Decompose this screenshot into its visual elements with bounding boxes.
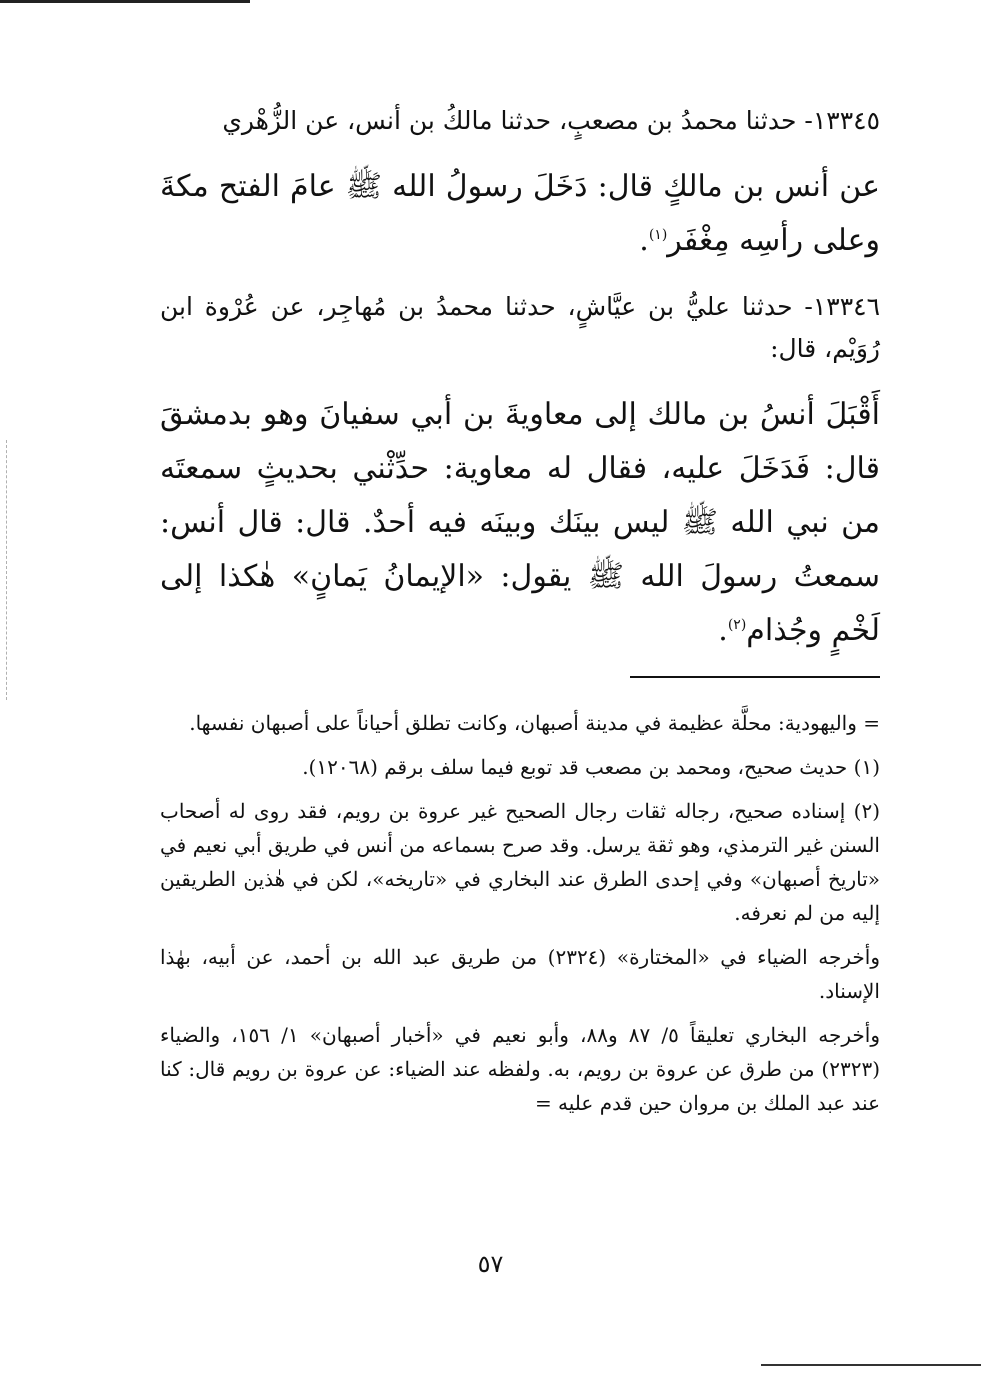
scan-artifact-edge [6,440,7,700]
hadith-13345-chain [160,100,880,142]
footnote-separator-wrap [160,676,880,678]
hadith-13346-matn-end: . [718,613,728,648]
hadith-13346-matn-text: أَقْبَلَ أنسُ بن مالك إلى معاويةَ بن أبي سفيانَ وهو بدمشقَ قال: فَدَخَلَ عليه، فقال له معاوية: حدِّثْني بحديثٍ سمعتَه من نبي الله ﷺ ليس بينَك وبينَه فيه أحدٌ. قال: قال أنس: سمعتُ رسولَ الله ﷺ يقول: «الإيمانُ يَمانٍ» هٰكذا إلى لَخْمٍ وجُذام [160,397,880,648]
page-number: ٥٧ [477,1250,504,1278]
hadith-13345-chain-text: ١٣٣٤٥- حدثنا محمدُ بن مصعبٍ، حدثنا مالكُ بن أنس، عن الزُّهْري [222,106,880,135]
footnote-continuation: = واليهودية: محلَّة عظيمة في مدينة أصبهان، وكانت تطلق أحياناً على أصبهان نفسها. [189,711,880,735]
hadith-13346-chain-text: ١٣٣٤٦- حدثنا عليُّ بن عيَّاشٍ، حدثنا محمدُ بن مُهاجِر، عن عُرْوة ابن رُوَيْم، قال: [160,292,880,363]
footnote-2-part-1: (٢) إسناده صحيح، رجاله ثقات رجال الصحيح غير عروة بن رويم، فقد روى له أصحاب السنن غير الترمذي، وهو ثقة يرسل. وقد صرح بسماعه من أنس في طريق أبي نعيم في «تاريخ أصبهان» وفي إحدى الطرق عند البخاري في «تاريخه»، لكن في هٰذين الطريقين إليه من لم نعرفه. [160,799,880,925]
footnote-separator [630,676,880,678]
hadith-13345-matn [160,160,880,268]
footnote-ref-1[interactable]: (١) [648,227,668,243]
footnote-2-part-2: وأخرجه الضياء في «المختارة» (٢٣٢٤) من طريق عبد الله بن أحمد، عن أبيه، بهٰذا الإسناد. [160,945,880,1003]
footnotes [160,706,880,1120]
footnote-1: (١) حديث صحيح، ومحمد بن مصعب قد توبع فيما سلف برقم (١٢٠٦٨). [302,755,880,779]
hadith-13346-matn [160,388,880,658]
footnote-2-part-3: وأخرجه البخاري تعليقاً ٥/ ٨٧ و٨٨، وأبو نعيم في «أخبار أصبهان» ١/ ١٥٦، والضياء (٢٣٢٣) من طرق عن عروة بن رويم، به. ولفظه عند الضياء: عن عروة بن رويم قال: كنا عند عبد الملك بن مروان حين قدم عليه = [160,1023,881,1115]
hadith-13345-matn-text: عن أنس بن مالكٍ قال: دَخَلَ رسولُ الله ﷺ عامَ الفتح مكةَ وعلى رأسِه مِغْفَر [160,169,880,258]
book-page [160,100,880,1130]
hadith-13345-matn-end: . [639,223,649,258]
hadith-13346-chain [160,286,880,370]
scan-artifact-bottom-line [761,1364,981,1366]
footnote-ref-2[interactable]: (٢) [727,617,747,633]
main-text [160,100,880,658]
scan-artifact-top-line [0,0,250,3]
